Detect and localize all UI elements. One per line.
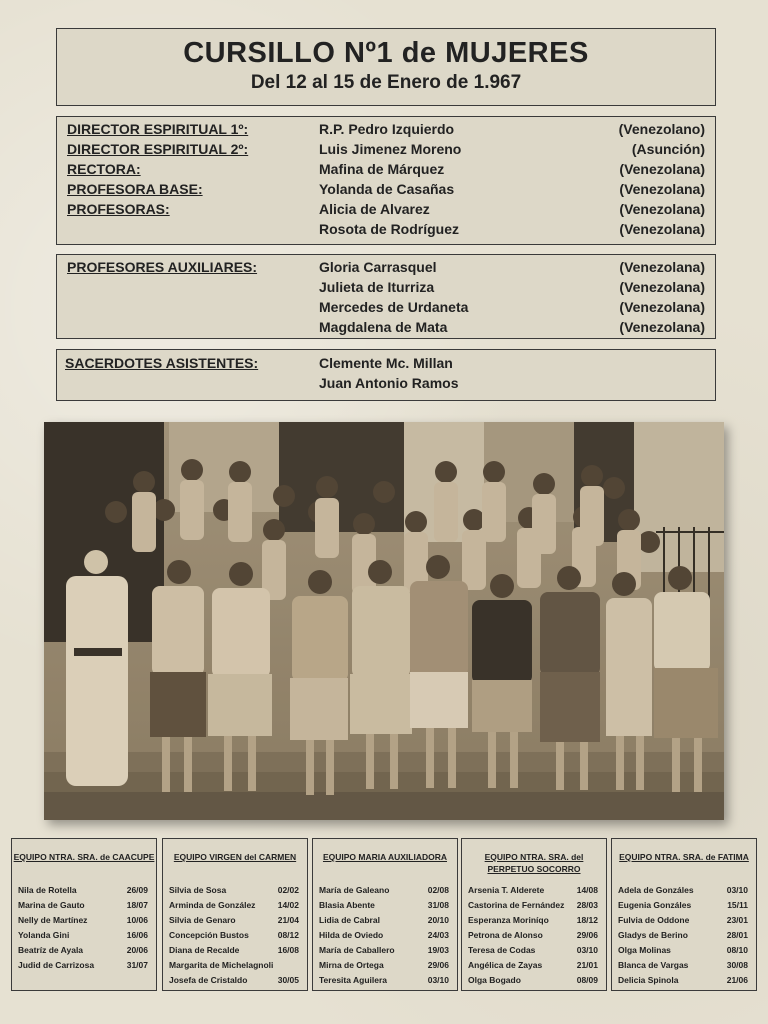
- member-name: Gladys de Berino: [618, 930, 688, 940]
- staff-name: Luis Jimenez Moreno: [319, 141, 462, 157]
- auxiliares-role: PROFESORES AUXILIARES:: [67, 259, 258, 275]
- staff-nationality: (Venezolano): [618, 121, 705, 137]
- member-date: 03/10: [576, 945, 598, 955]
- team-member: [612, 943, 756, 958]
- member-name: Petrona de Alonso: [468, 930, 543, 940]
- member-name: Concepción Bustos: [169, 930, 249, 940]
- member-name: Josefa de Cristaldo: [169, 975, 248, 985]
- sacerdote-name: Juan Antonio Ramos: [319, 375, 459, 391]
- member-name: Esperanza Moriníqo: [468, 915, 549, 925]
- team-member: [163, 973, 307, 988]
- group-photo-illustration: [44, 422, 724, 820]
- member-name: Lidia de Cabral: [319, 915, 380, 925]
- team-member: [462, 913, 606, 928]
- member-date: 18/12: [576, 915, 598, 925]
- member-date: 19/03: [427, 945, 449, 955]
- member-name: Nila de Rotella: [18, 885, 77, 895]
- member-name: María de Caballero: [319, 945, 395, 955]
- team-member: [462, 958, 606, 973]
- team-member: [313, 898, 457, 913]
- team-box-fatima: [611, 838, 757, 991]
- member-name: Fulvia de Oddone: [618, 915, 690, 925]
- team-member: [163, 943, 307, 958]
- member-name: Adela de Gonzáles: [618, 885, 694, 895]
- auxiliar-name: Gloria Carrasquel: [319, 259, 437, 275]
- member-name: Delicia Spinola: [618, 975, 679, 985]
- team-box-socorro: [461, 838, 607, 991]
- staff-role: PROFESORAS:: [67, 201, 170, 217]
- member-date: 14/02: [277, 900, 299, 910]
- team-member: [612, 973, 756, 988]
- auxiliar-nationality: (Venezolana): [619, 319, 705, 335]
- member-date: 18/07: [126, 900, 148, 910]
- member-date: 21/04: [277, 915, 299, 925]
- page-subtitle: Del 12 al 15 de Enero de 1.967: [250, 72, 522, 93]
- auxiliar-row: [57, 259, 715, 279]
- member-name: Eugenia Gonzáles: [618, 900, 692, 910]
- team-member: [462, 973, 606, 988]
- member-name: Angélica de Zayas: [468, 960, 543, 970]
- member-date: 20/10: [427, 915, 449, 925]
- title-box: [56, 28, 716, 106]
- team-member: [313, 973, 457, 988]
- team-member: [163, 958, 307, 973]
- staff-row: [57, 121, 715, 141]
- member-name: María de Galeano: [319, 885, 390, 895]
- team-title: EQUIPO NTRA. SRA. de FATIMA: [619, 852, 749, 862]
- member-name: Blasia Abente: [319, 900, 375, 910]
- staff-name: R.P. Pedro Izquierdo: [319, 121, 455, 137]
- member-name: Silvia de Genaro: [169, 915, 236, 925]
- team-member: [462, 928, 606, 943]
- member-date: 16/06: [126, 930, 148, 940]
- member-date: 03/10: [427, 975, 449, 985]
- member-name: Olga Molinas: [618, 945, 671, 955]
- member-date: 31/07: [126, 960, 148, 970]
- team-member: [612, 958, 756, 973]
- auxiliar-nationality: (Venezolana): [619, 299, 705, 315]
- member-date: 20/06: [126, 945, 148, 955]
- member-date: 24/03: [427, 930, 449, 940]
- team-member: [313, 913, 457, 928]
- team-member: [612, 928, 756, 943]
- member-date: 03/10: [726, 885, 748, 895]
- auxiliar-name: Magdalena de Mata: [319, 319, 448, 335]
- sacerdote-row: [57, 355, 715, 375]
- team-member: [12, 958, 156, 973]
- member-name: Teresa de Codas: [468, 945, 536, 955]
- staff-role: PROFESORA BASE:: [67, 181, 203, 197]
- member-date: 10/06: [126, 915, 148, 925]
- member-date: 31/08: [427, 900, 449, 910]
- group-photo: [44, 422, 724, 820]
- staff-row: [57, 221, 715, 241]
- member-name: Arsenia T. Alderete: [468, 885, 545, 895]
- staff-nationality: (Venezolana): [619, 201, 705, 217]
- team-member: [313, 928, 457, 943]
- auxiliar-name: Mercedes de Urdaneta: [319, 299, 469, 315]
- member-date: 08/12: [277, 930, 299, 940]
- staff-role: DIRECTOR ESPIRITUAL 1º:: [67, 121, 249, 137]
- staff-name: Mafina de Márquez: [319, 161, 445, 177]
- member-name: Hilda de Oviedo: [319, 930, 384, 940]
- team-member: [12, 883, 156, 898]
- staff-nationality: (Venezolana): [619, 181, 705, 197]
- member-date: 26/09: [126, 885, 148, 895]
- staff-row: [57, 141, 715, 161]
- sacerdotes-box: [56, 349, 716, 401]
- member-date: 02/08: [427, 885, 449, 895]
- member-date: 21/01: [576, 960, 598, 970]
- member-name: Olga Bogado: [468, 975, 521, 985]
- member-date: 21/06: [726, 975, 748, 985]
- team-member: [313, 958, 457, 973]
- staff-role: RECTORA:: [67, 161, 141, 177]
- member-date: 30/08: [726, 960, 748, 970]
- team-member: [12, 928, 156, 943]
- auxiliar-nationality: (Venezolana): [619, 259, 705, 275]
- member-name: Yolanda Gini: [18, 930, 70, 940]
- member-name: Blanca de Vargas: [618, 960, 689, 970]
- member-date: 02/02: [277, 885, 299, 895]
- team-title: EQUIPO NTRA. SRA. de CAACUPE: [13, 852, 155, 862]
- team-member: [462, 898, 606, 913]
- member-date: 08/10: [726, 945, 748, 955]
- sacerdote-name: Clemente Mc. Millan: [319, 355, 453, 371]
- staff-name: Alicia de Alvarez: [319, 201, 430, 217]
- staff-row: [57, 181, 715, 201]
- auxiliar-name: Julieta de Iturriza: [319, 279, 435, 295]
- staff-row: [57, 161, 715, 181]
- sacerdote-row: [57, 375, 715, 395]
- auxiliar-row: [57, 279, 715, 299]
- staff-nationality: (Asunción): [631, 141, 705, 157]
- staff-row: [57, 201, 715, 221]
- team-member: [612, 898, 756, 913]
- team-member: [163, 928, 307, 943]
- member-name: Arminda de González: [169, 900, 256, 910]
- team-member: [612, 913, 756, 928]
- member-date: 29/06: [427, 960, 449, 970]
- page-title: CURSILLO Nº1 de MUJERES: [183, 37, 589, 69]
- team-box-caacupe: [11, 838, 157, 991]
- member-date: 29/06: [576, 930, 598, 940]
- staff-nationality: (Venezolana): [619, 221, 705, 237]
- team-member: [313, 943, 457, 958]
- team-member: [12, 898, 156, 913]
- team-member: [163, 913, 307, 928]
- member-date: 14/08: [576, 885, 598, 895]
- member-name: Beatríz de Ayala: [18, 945, 84, 955]
- member-date: 23/01: [726, 915, 748, 925]
- member-name: Margarita de Michelagnoli: [169, 960, 274, 970]
- team-box-carmen: [162, 838, 308, 991]
- member-name: Silvia de Sosa: [169, 885, 227, 895]
- auxiliar-nationality: (Venezolana): [619, 279, 705, 295]
- member-name: Teresita Aguilera: [319, 975, 388, 985]
- member-name: Marina de Gauto: [18, 900, 85, 910]
- member-date: 30/05: [277, 975, 299, 985]
- member-name: Judid de Carrizosa: [18, 960, 95, 970]
- auxiliar-row: [57, 299, 715, 319]
- member-date: 28/01: [726, 930, 748, 940]
- team-member: [612, 883, 756, 898]
- staff-nationality: (Venezolana): [619, 161, 705, 177]
- team-member: [313, 883, 457, 898]
- team-title: EQUIPO VIRGEN del CARMEN: [173, 852, 297, 862]
- team-member: [462, 943, 606, 958]
- team-title: EQUIPO MARIA AUXILIADORA: [322, 852, 448, 862]
- staff-name: Rosota de Rodríguez: [319, 221, 460, 237]
- team-member: [163, 883, 307, 898]
- member-date: 08/09: [576, 975, 598, 985]
- team-member: [462, 883, 606, 898]
- sacerdotes-role: SACERDOTES ASISTENTES:: [65, 355, 259, 371]
- member-name: Nelly de Martínez: [18, 915, 88, 925]
- staff-role: DIRECTOR ESPIRITUAL 2º:: [67, 141, 249, 157]
- member-date: 16/08: [277, 945, 299, 955]
- member-date: 15/11: [727, 900, 748, 910]
- member-name: Mirna de Ortega: [319, 960, 384, 970]
- staff-name: Yolanda de Casañas: [319, 181, 455, 197]
- member-name: Castorina de Fernández: [468, 900, 565, 910]
- member-name: Diana de Recalde: [169, 945, 240, 955]
- team-box-auxiliadora: [312, 838, 458, 991]
- team-title: EQUIPO NTRA. SRA. del PERPETUO SOCORRO: [484, 852, 584, 874]
- member-date: 28/03: [576, 900, 598, 910]
- auxiliares-box: [56, 254, 716, 339]
- team-member: [163, 898, 307, 913]
- auxiliar-row: [57, 319, 715, 339]
- team-member: [12, 913, 156, 928]
- staff-box: [56, 116, 716, 245]
- team-member: [12, 943, 156, 958]
